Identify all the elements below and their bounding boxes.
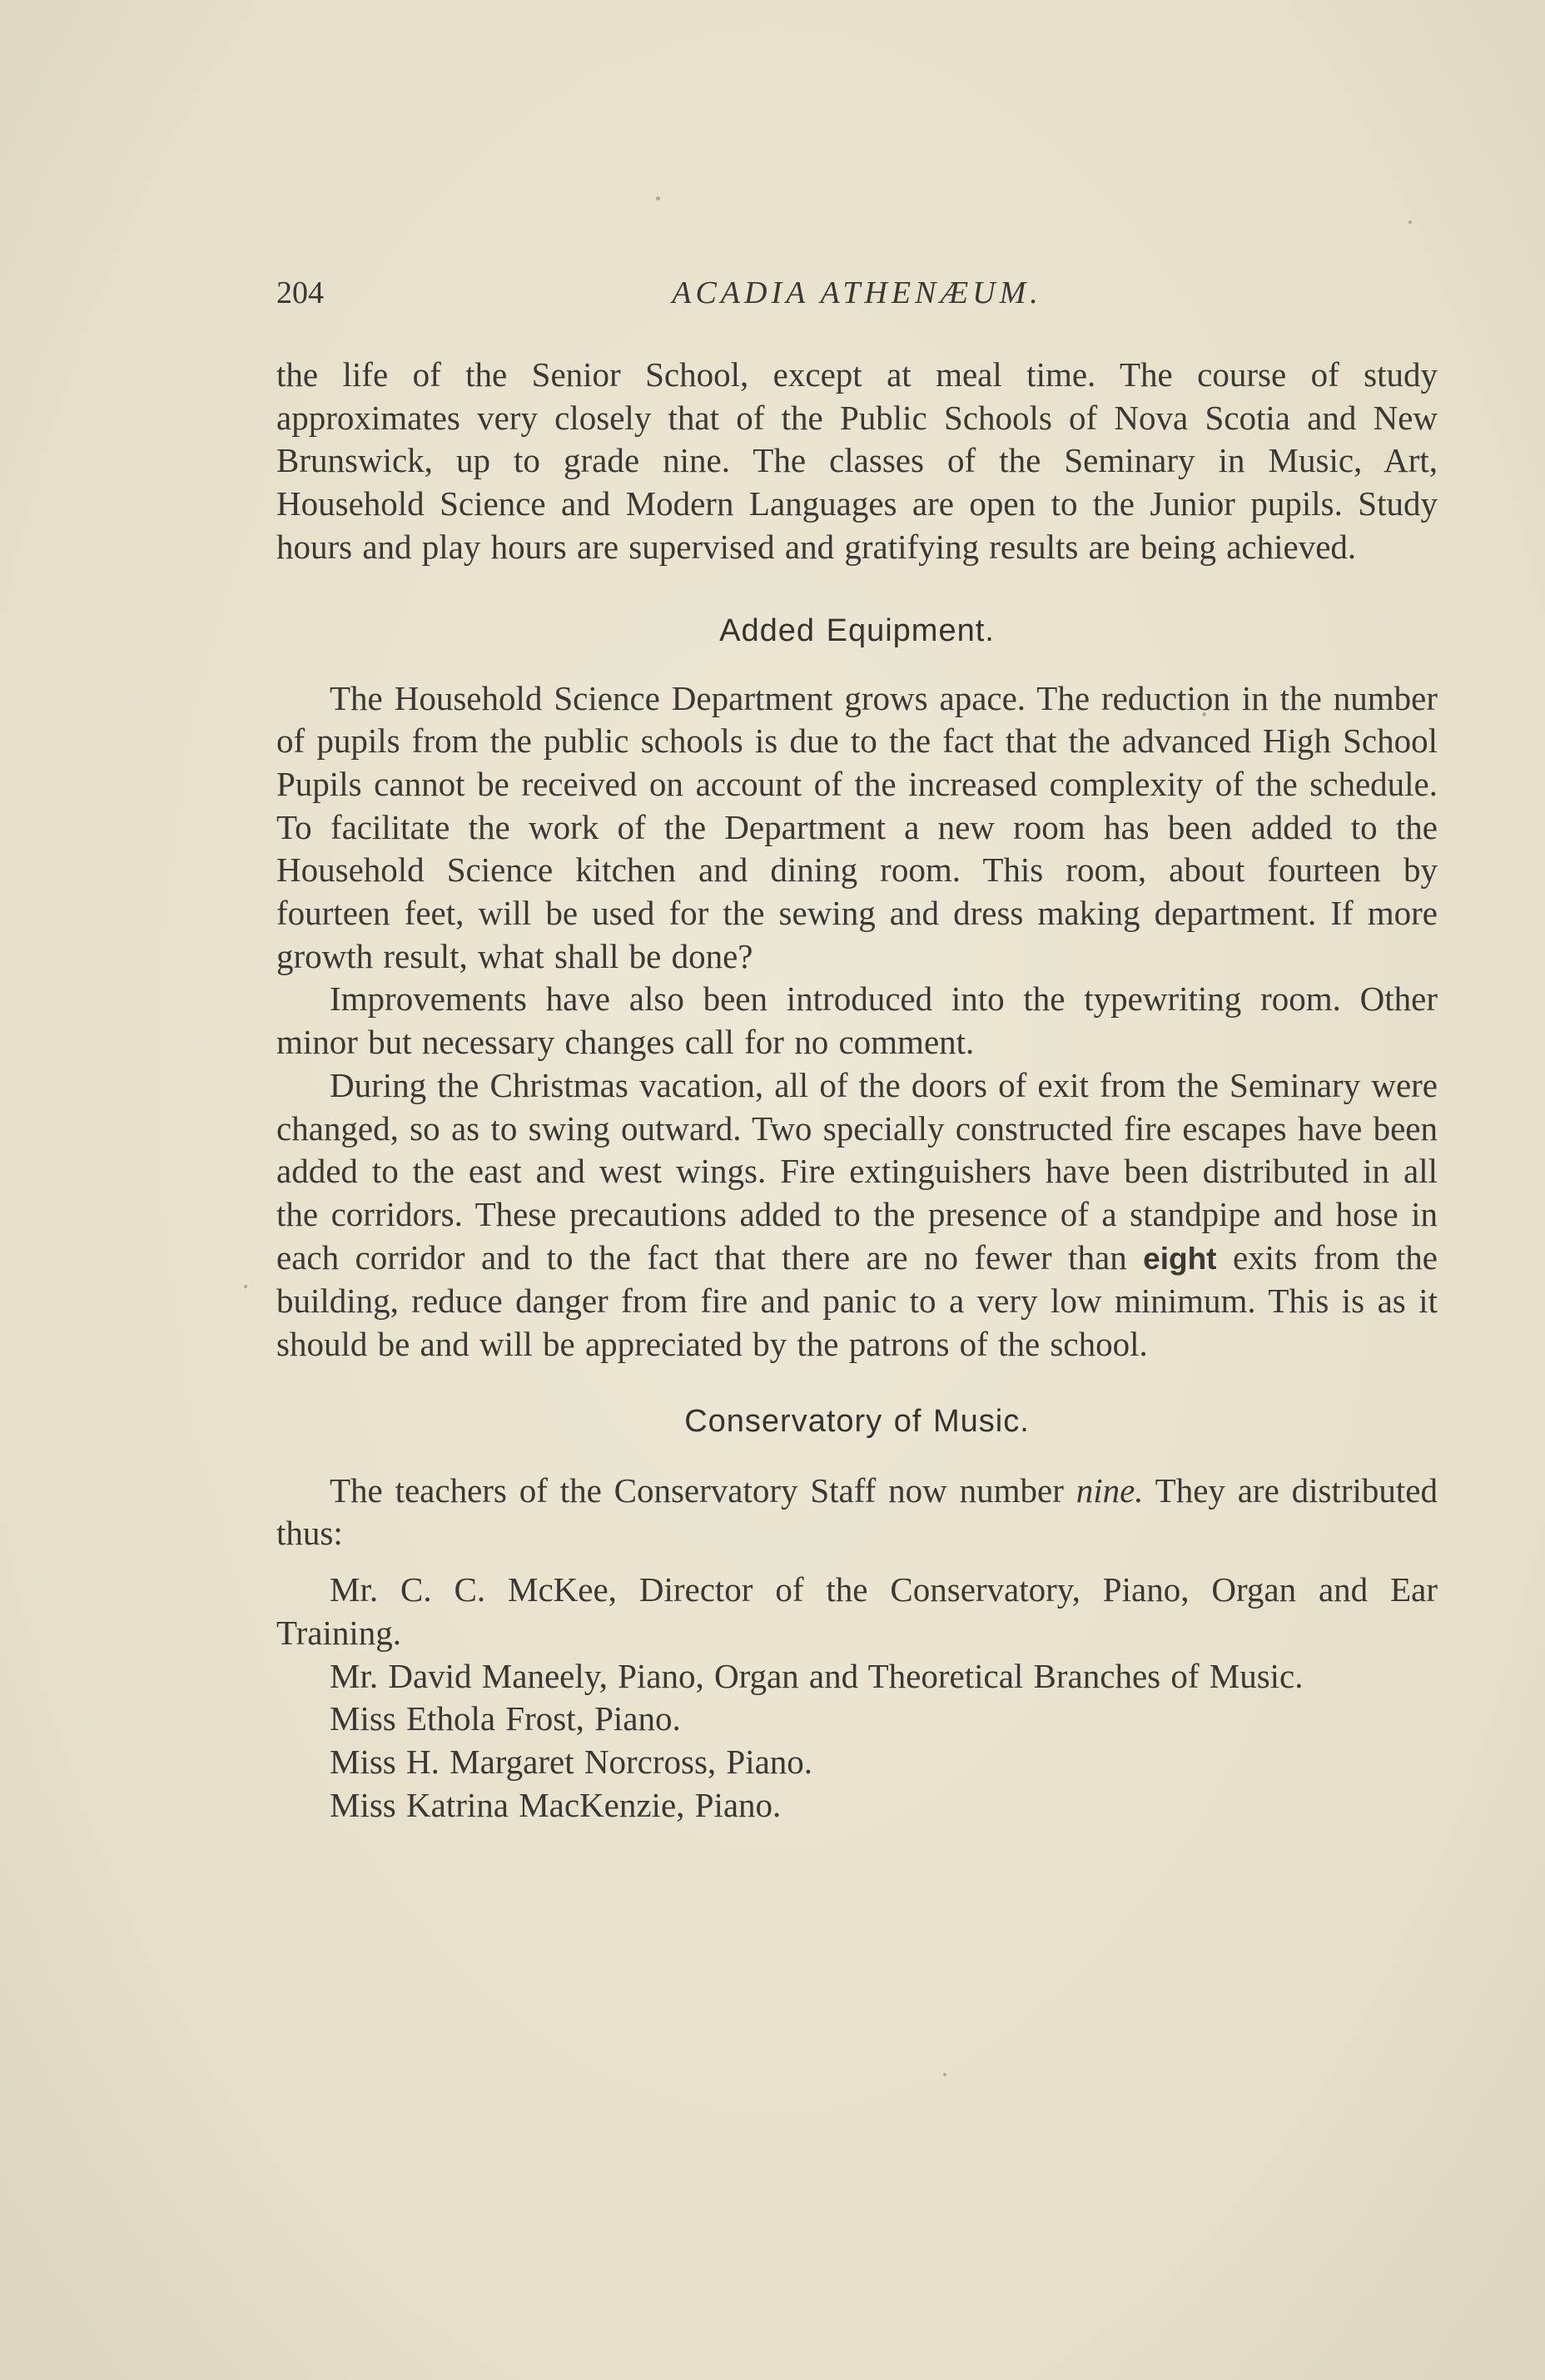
intro-text-before: The teachers of the Conservatory Staff now number [330,1470,1064,1510]
fire-safety-text-before: During the Christmas vacation, all of the doors of exit from the Seminary were changed, so as to swing outward. Two specially constructed fire escapes have been added to the east and west wings. Fire extinguishers have been distributed in all the corridors. These precautions added to the presence of a standpipe and hose in each corridor and to the fact that there are no fewer than [276,1065,1438,1277]
continued-paragraph: the life of the Senior School, except at meal time. The course of study approximates very closely that of the Public Schools of Nova Scotia and New Brunswick, up to grade nine. The classes of the Seminary in Music, Art, Household Science and Modern Languages are open to the Junior pupils. Study hours and play hours are supervised and gratifying results are being achieved. [276,355,1438,566]
paper-speck [656,196,660,201]
intro-italic-nine: nine. [1076,1470,1144,1510]
staff-entry: Mr. David Maneely, Piano, Organ and Theoretical Branches of Music. [330,1656,1304,1695]
staff-entry: Miss Katrina MacKenzie, Piano. [330,1785,782,1824]
intro-text-after: They are distributed thus: [276,1470,1438,1553]
section-heading-added-equipment: Added Equipment. [719,612,995,648]
paragraph-improvements: Improvements have also been introduced into the typewriting room. Other minor but necessary changes call for no comment. [276,979,1438,1062]
section-heading-conservatory: Conservatory of Music. [684,1403,1030,1439]
running-header [276,268,1438,318]
paragraph-fire-safety [276,1064,1438,1366]
paper-speck [943,2073,946,2076]
paper-speck [244,1285,247,1288]
fire-safety-text-after: exits from the building, reduce danger from fire and panic to a very low minimum. This is as it should be and will be appreciated by the patrons of the school. [276,1237,1438,1364]
paper-speck [1408,221,1412,224]
paragraph-household-science: The Household Science Department grows apace. The reduction in the number of pupils from the public schools is due to the fact that the advanced High School Pupils cannot be received on account of the increased complexity of the schedule. To facilitate the work of the Department a new room has been added to the Household Science kitchen and dining room. This room, about fourteen by fourteen feet, will be used for the sewing and dress making department. If more growth result, what shall be done? [276,678,1438,975]
article-body [276,354,1438,1827]
page-number: 204 [276,275,324,310]
staff-entry: Miss Ethola Frost, Piano. [330,1699,681,1738]
staff-entry: Miss H. Margaret Norcross, Piano. [330,1742,813,1781]
paragraph-conservatory-intro [276,1470,1438,1555]
emphasis-eight: eight [1143,1241,1217,1276]
staff-entry: Mr. C. C. McKee, Director of the Conservatory, Piano, Organ and Ear Training. [276,1570,1438,1652]
running-title: ACADIA ATHENÆUM. [672,275,1042,310]
